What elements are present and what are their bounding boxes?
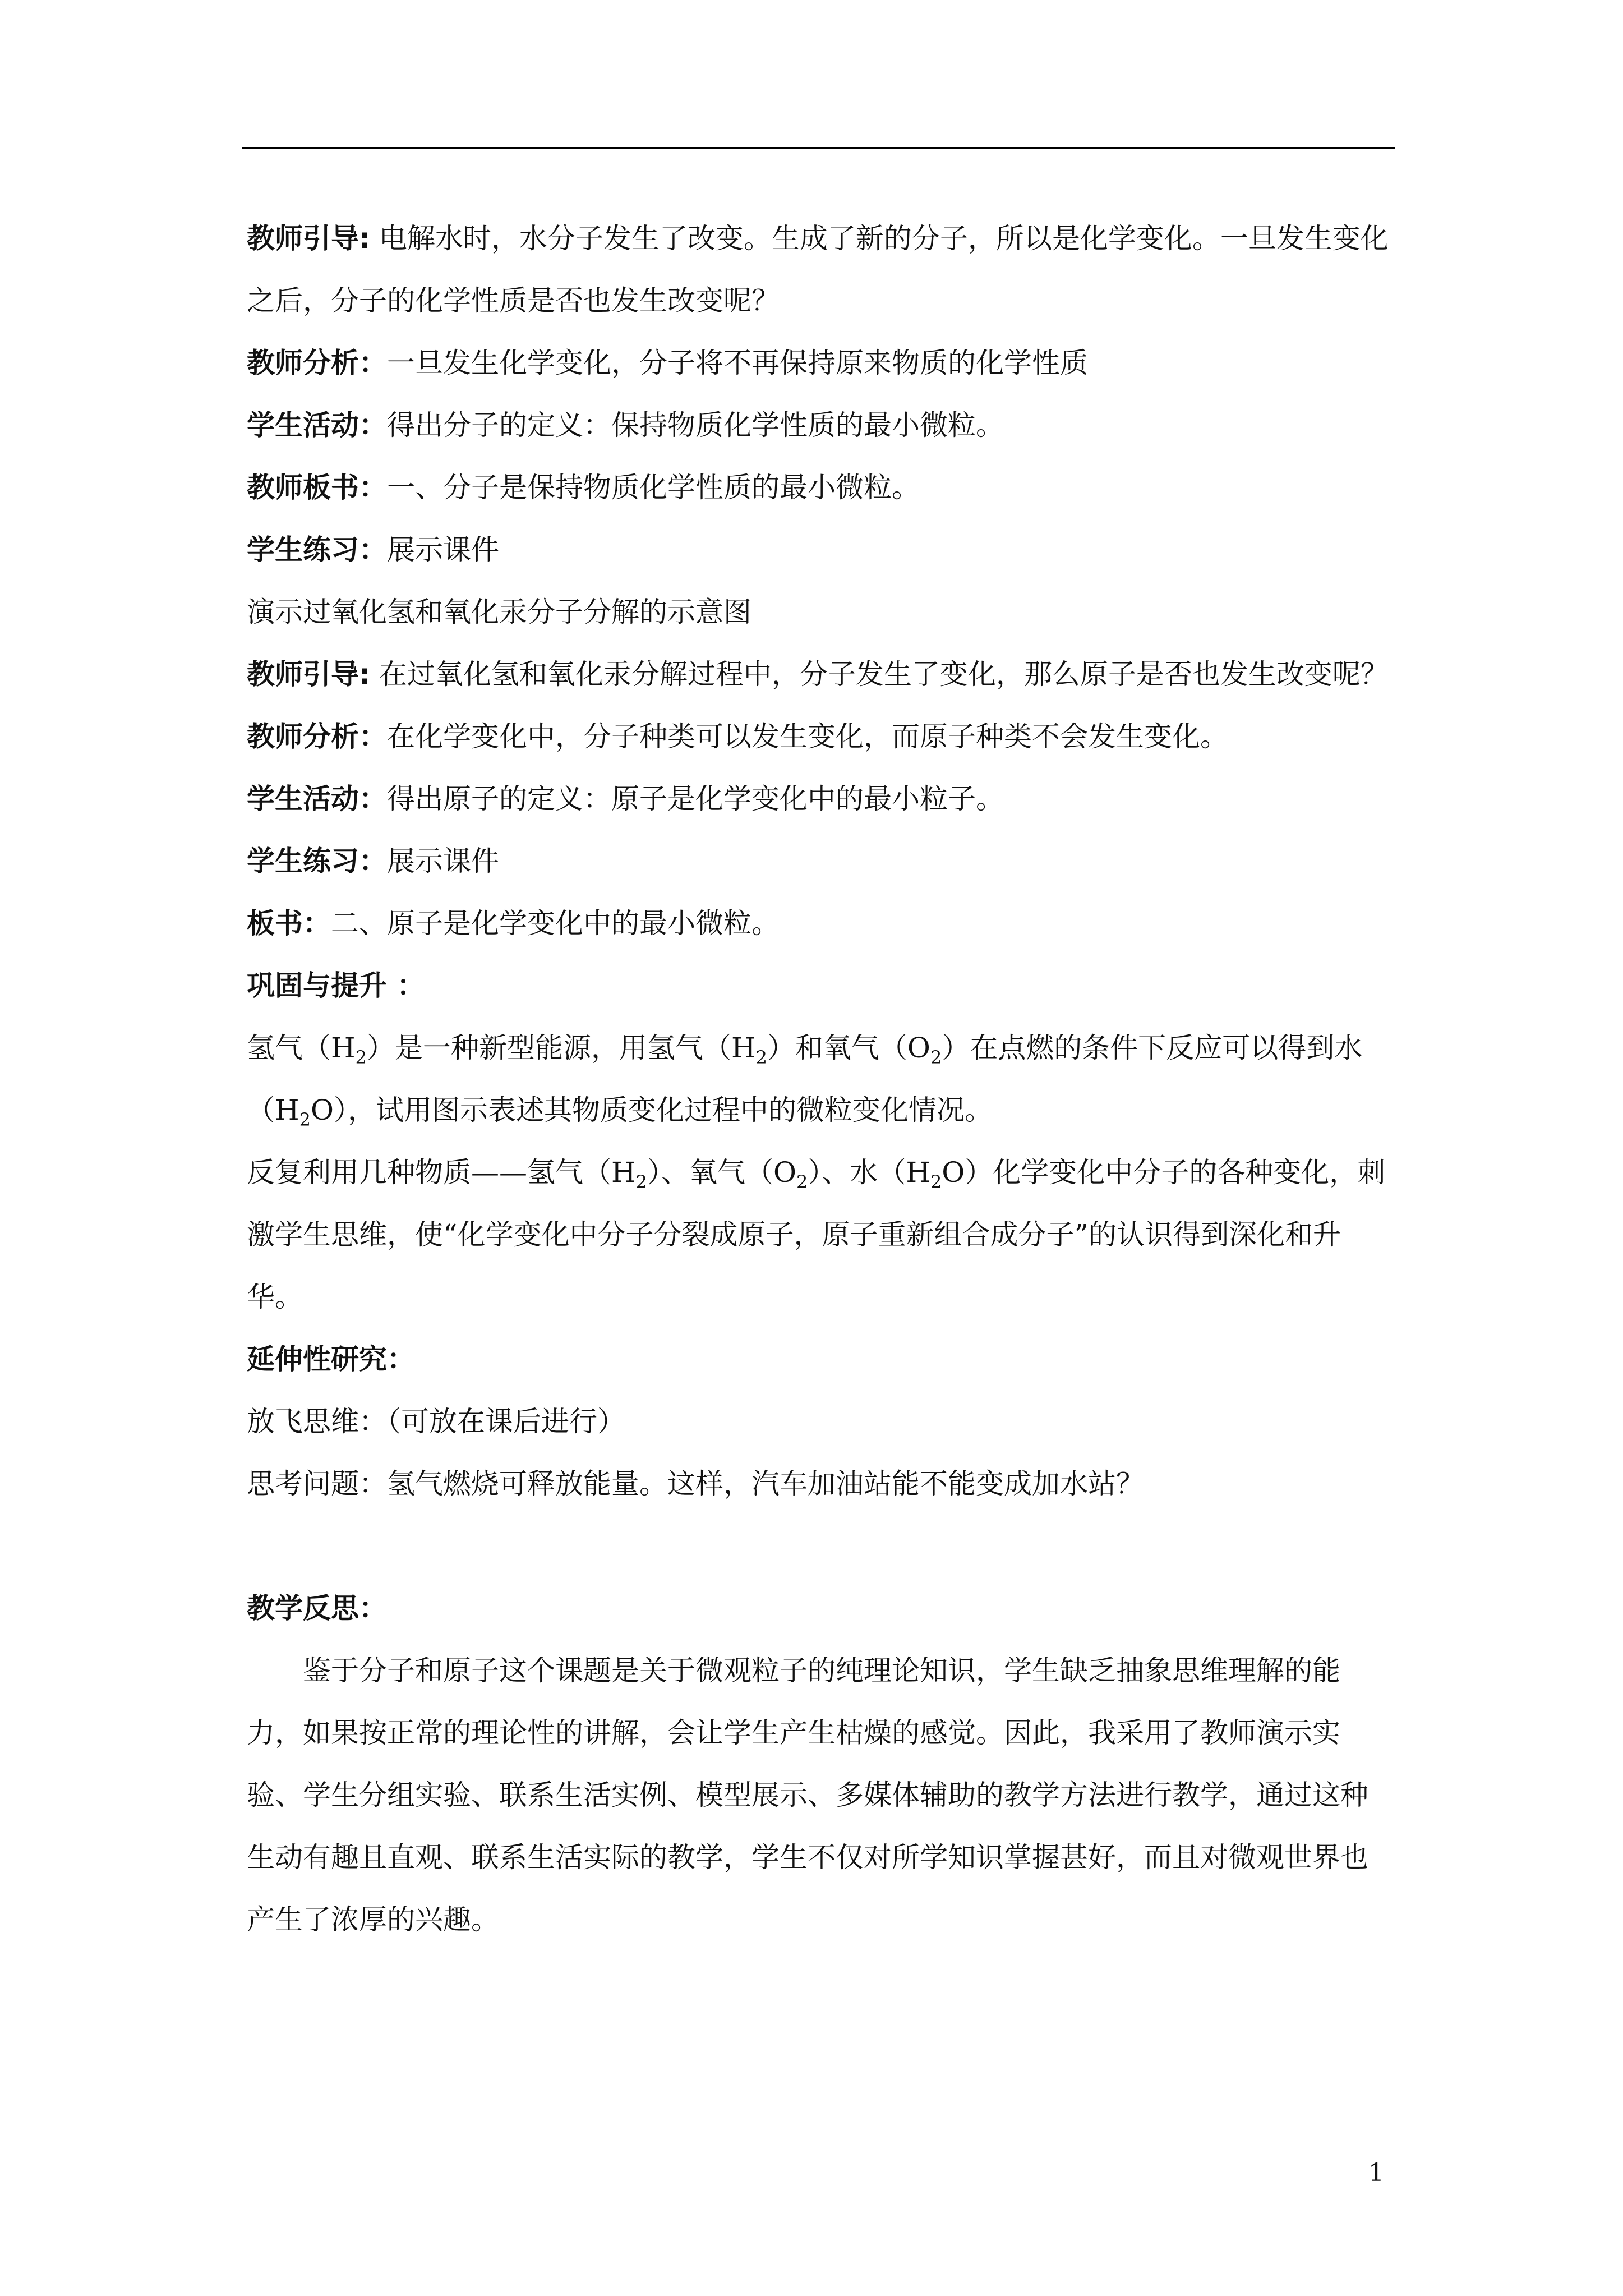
text: 电解水时，水分子发生了改变。生成了新的分子，所以是化学变化。一旦发生变化之后，分子的化学性质是否也发生改变呢？	[247, 222, 1389, 317]
text: 反复利用几种物质——氢气（H	[247, 1156, 636, 1189]
text: 在过氧化氢和氧化汞分解过程中，分子发生了变化，那么原子是否也发生改变呢？	[370, 658, 1389, 691]
paragraph-free-thinking: 放飞思维：（可放在课后进行）	[247, 1405, 625, 1438]
page-number: 1	[1368, 2159, 1384, 2187]
text: 在化学变化中，分子种类可以发生变化，而原子种类不会发生变化。	[387, 720, 1228, 753]
paragraph-student-activity-2	[247, 768, 1394, 830]
subscript: 2	[755, 1047, 767, 1068]
text: 展示课件	[387, 533, 499, 566]
paragraph-teacher-guide-1	[247, 208, 1394, 332]
paragraph-hydrogen-task	[247, 1017, 1394, 1142]
label: 教师引导:	[247, 658, 370, 691]
paragraph-demo	[247, 581, 1394, 643]
paragraph-teacher-guide-2	[247, 643, 1394, 706]
text: ）和氧气（O	[767, 1032, 930, 1064]
label: 学生练习：	[247, 845, 387, 877]
text: 展示课件	[387, 845, 499, 877]
subscript: 2	[796, 1171, 808, 1193]
heading-reflection: 教学反思：	[247, 1592, 387, 1625]
paragraph-repeated-use	[247, 1142, 1394, 1328]
paragraph-teacher-analysis-2	[247, 706, 1394, 768]
text: ）在点燃的条件下反应可以得到水（H	[247, 1032, 1363, 1126]
heading-consolidation: 巩固与提升 ：	[247, 969, 425, 1002]
label: 学生活动：	[247, 783, 387, 815]
text: 演示过氧化氢和氧化汞分子分解的示意图	[247, 596, 751, 628]
text: ）是一种新型能源，用氢气（H	[366, 1032, 756, 1064]
paragraph-student-practice-2	[247, 830, 1394, 892]
text: 一、分子是保持物质化学性质的最小微粒。	[387, 471, 920, 504]
label: 学生活动：	[247, 409, 387, 441]
document-body	[247, 208, 1394, 1951]
label: 教师分析：	[247, 347, 387, 379]
paragraph-board-2	[247, 892, 1394, 955]
text: O），试用图示表述其物质变化过程中的微粒变化情况。	[310, 1094, 993, 1126]
heading-extension: 延伸性研究：	[247, 1343, 415, 1375]
paragraph-student-activity-1	[247, 394, 1394, 457]
text: 得出原子的定义：原子是化学变化中的最小粒子。	[387, 783, 1004, 815]
label: 教师板书：	[247, 471, 387, 504]
subscript: 2	[930, 1047, 942, 1068]
paragraph-teacher-analysis-1	[247, 332, 1394, 394]
subscript: 2	[635, 1171, 647, 1193]
paragraph-teacher-board-1	[247, 457, 1394, 519]
label: 教师引导:	[247, 222, 370, 255]
label: 教师分析：	[247, 720, 387, 753]
text: ）、氧气（O	[647, 1156, 796, 1189]
paragraph-student-practice-1	[247, 519, 1394, 581]
text: 得出分子的定义：保持物质化学性质的最小微粒。	[387, 409, 1004, 441]
label: 板书：	[247, 907, 331, 940]
paragraph-reflection: 鉴于分子和原子这个课题是关于微观粒子的纯理论知识，学生缺乏抽象思维理解的能力，如果按正常的理论性的讲解，会让学生产生枯燥的感觉。因此，我采用了教师演示实验、学生分组实验、联系生活实例、模型展示、多媒体辅助的教学方法进行教学，通过这种生动有趣且直观、联系生活实际的教学，学生不仅对所学知识掌握甚好，而且对微观世界也产生了浓厚的兴趣。	[247, 1654, 1368, 1936]
subscript: 2	[299, 1109, 311, 1130]
text: O）化学变化中分子的各种变化，刺激学生思维，使“化学变化中分子分裂成原子，原子重新组合成分子”的认识得到深化和升华。	[247, 1156, 1386, 1313]
subscript: 2	[930, 1171, 942, 1193]
header-rule	[242, 147, 1395, 149]
text: 一旦发生化学变化，分子将不再保持原来物质的化学性质	[387, 347, 1088, 379]
text: 二、原子是化学变化中的最小微粒。	[331, 907, 780, 940]
spacer	[247, 1515, 1394, 1577]
text: 氢气（H	[247, 1032, 356, 1064]
paragraph-question: 思考问题：氢气燃烧可释放能量。这样，汽车加油站能不能变成加水站？	[247, 1467, 1144, 1500]
label: 学生练习：	[247, 533, 387, 566]
subscript: 2	[355, 1047, 367, 1068]
text: ）、水（H	[808, 1156, 930, 1189]
